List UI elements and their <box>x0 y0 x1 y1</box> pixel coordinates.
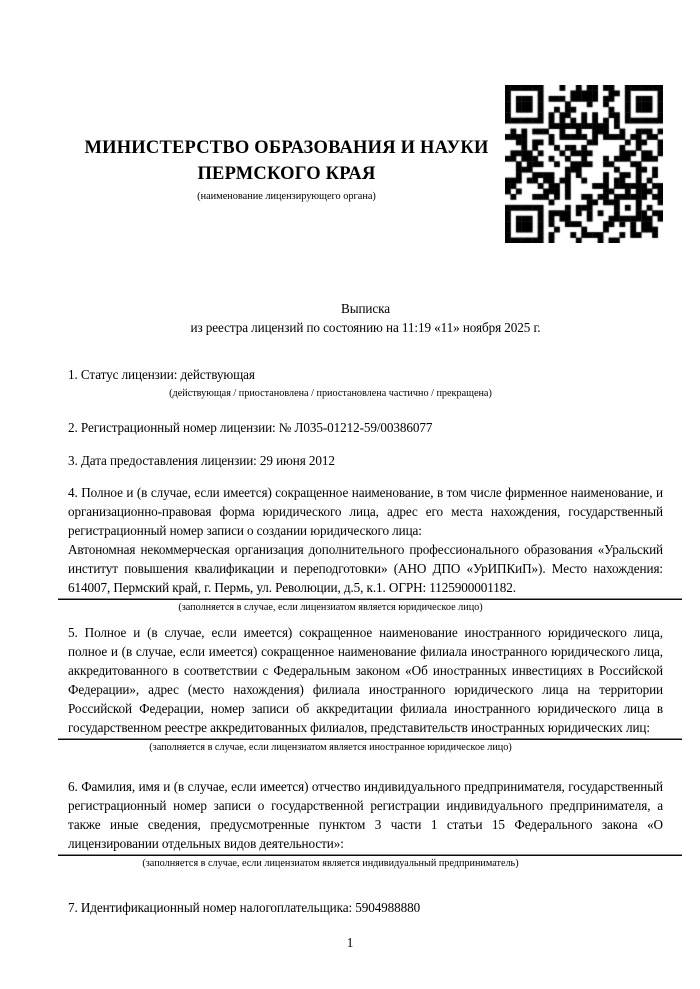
legal-entity-value: Автономная некоммерческая организация дополнительного профессионального образования «Уральский институт повышения квалификации и переподготовки» (АНО ДПО «УрИПКиП»). Место нахождения: 614007, Пермский край, г. Пермь, ул. Революции, д.5, к.1. ОГРН: 1125900001182. <box>68 542 663 595</box>
entrepreneur-note: (заполняется в случае, если лицензиатом является индивидуальный предприниматель) <box>142 858 519 869</box>
ministry-name-line1: МИНИСТЕРСТВО ОБРАЗОВАНИЯ И НАУКИ <box>84 138 489 158</box>
extract-heading <box>68 300 663 337</box>
legal-entity-intro: 4. Полное и (в случае, если имеется) сокращенное наименование, в том числе фирменное наименование, и организационно-правовая форма юридического лица, адрес его места нахождения, государственный регистрационный номер записи о создании юридического лица: <box>68 485 663 538</box>
status-options-note: (действующая / приостановлена / приостановлена частично / прекращена) <box>169 388 492 399</box>
license-item-grant-date <box>68 451 663 470</box>
licensing-authority-caption: (наименование лицензирующего органа) <box>197 191 376 202</box>
field-divider <box>58 738 682 740</box>
status-line: 1. Статус лицензии: действующая <box>68 367 255 382</box>
document-header <box>68 85 663 243</box>
license-item-inn <box>68 898 663 917</box>
license-item-status <box>68 365 663 400</box>
extract-date-line: из реестра лицензий по состоянию на 11:19 «11» ноября 2025 г. <box>190 320 541 335</box>
license-item-reg-number <box>68 418 663 437</box>
reg-number-line: 2. Регистрационный номер лицензии: № Л035-01212-59/00386077 <box>68 420 433 435</box>
qr-code-icon <box>505 85 663 243</box>
legal-entity-note: (заполняется в случае, если лицензиатом является юридическое лицо) <box>178 602 483 613</box>
foreign-entity-intro: 5. Полное и (в случае, если имеется) сокращенное наименование иностранного юридического лица, полное и (в случае, если имеется) сокращенное наименование филиала иностранного юридического лица, аккредитованного в соответствии с Федеральным законом «Об иностранных инвестициях в Российской Федерации», адрес (место нахождения) филиала иностранного юридического лица на территории Российской Федерации, номер записи об аккредитации филиала иностранного юридического лица в государственном реестре аккредитованных филиалов, представительств иностранных юридических лиц: <box>68 625 663 735</box>
page-number: 1 <box>346 935 354 950</box>
license-item-foreign-entity <box>68 623 663 754</box>
license-item-legal-entity <box>68 483 663 614</box>
entrepreneur-intro: 6. Фамилия, имя и (в случае, если имеется) отчество индивидуального предпринимателя, государственный регистрационный номер записи о государственной регистрации индивидуального предпринимателя, а также иные сведения, предусмотренные пунктом 3 части 1 статьи 15 Федерального закона «О лицензировании отдельных видов деятельности»: <box>68 779 663 851</box>
extract-title: Выписка <box>341 301 390 316</box>
field-divider <box>58 854 682 856</box>
inn-line: 7. Идентификационный номер налогоплательщика: 5904988880 <box>68 900 421 915</box>
foreign-entity-note: (заполняется в случае, если лицензиатом является иностранное юридическое лицо) <box>149 742 512 753</box>
field-divider <box>58 598 682 600</box>
licensing-authority <box>68 85 505 202</box>
ministry-name-line2: ПЕРМСКОГО КРАЯ <box>197 164 376 184</box>
license-item-entrepreneur <box>68 777 663 870</box>
grant-date-line: 3. Дата предоставления лицензии: 29 июня 2012 <box>68 453 335 468</box>
